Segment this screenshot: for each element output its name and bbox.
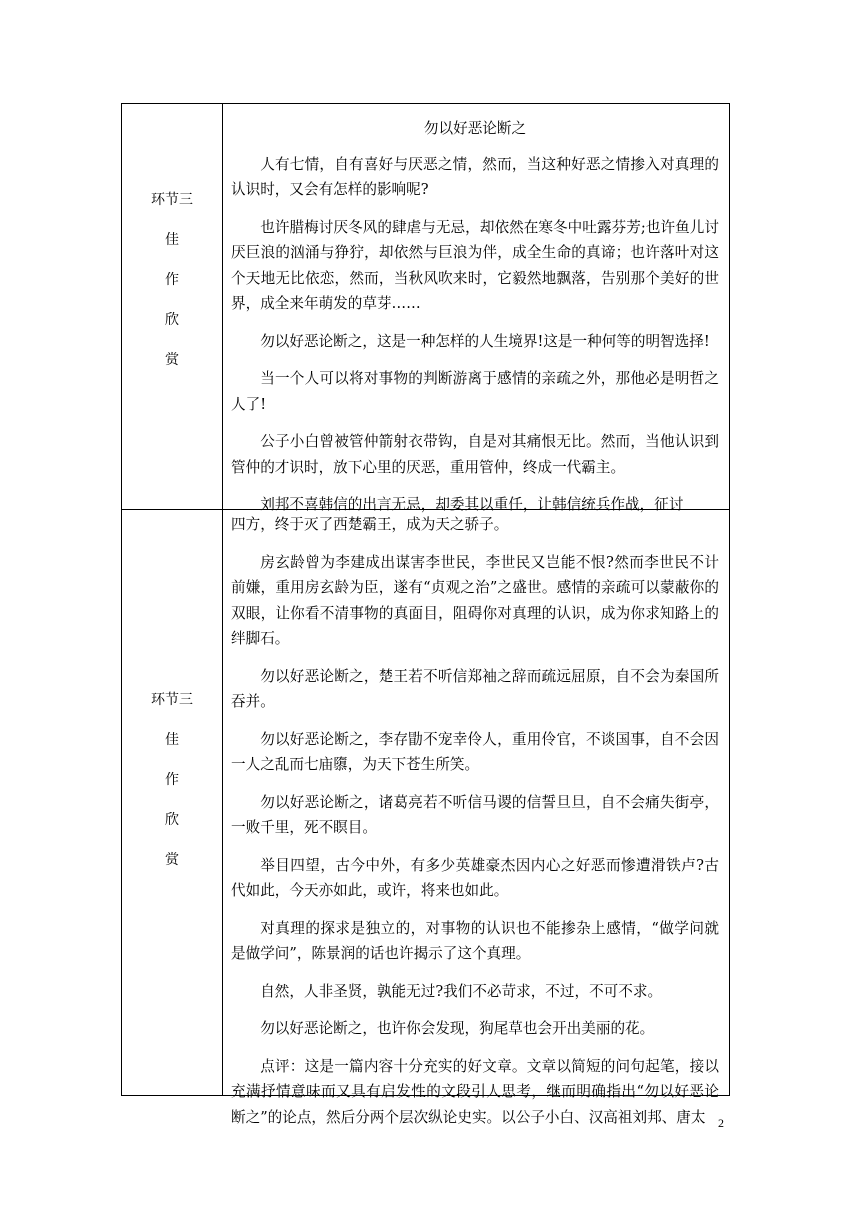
section-label-char: 欣 bbox=[165, 312, 179, 328]
essay-content bbox=[223, 104, 729, 513]
section-label bbox=[122, 190, 222, 390]
section-label-char: 作 bbox=[165, 272, 179, 288]
paragraph: 勿以好恶论断之，李存勖不宠幸伶人，重用伶官，不谈国事，自不会因一人之乱而七庙隳，为天下苍生所笑。 bbox=[231, 730, 719, 773]
paragraph: 当一个人可以将对事物的判断游离于感情的亲疏之外，那他必是明哲之人了! bbox=[231, 370, 719, 413]
page-number: 2 bbox=[718, 1116, 724, 1130]
paragraph: 举目四望，古今中外，有多少英雄豪杰因内心之好恶而惨遭滑铁卢?古代如此，今天亦如此，或许，将来也如此。 bbox=[231, 856, 719, 899]
essay-content bbox=[223, 510, 729, 1126]
section-label-char: 欣 bbox=[165, 812, 179, 828]
section-label-char: 赏 bbox=[165, 352, 179, 368]
paragraph: 房玄龄曾为李建成出谋害李世民，李世民又岂能不恨?然而李世民不计前嫌，重用房玄龄为臣，遂有“贞观之治”之盛世。感情的亲疏可以蒙蔽你的双眼，让你看不清事物的真面目，阻碍你对真理的认识，成为你求知路上的绊脚石。 bbox=[231, 553, 719, 647]
paragraph: 人有七情，自有喜好与厌恶之情，然而，当这种好恶之情掺入对真理的认识时，又会有怎样的影响呢? bbox=[231, 155, 719, 198]
paragraph: 勿以好恶论断之，楚王若不听信郑袖之辞而疏远屈原，自不会为秦国所吞并。 bbox=[231, 667, 719, 710]
paragraph: 自然，人非圣贤，孰能无过?我们不必苛求，不过，不可不求。 bbox=[260, 982, 663, 1000]
section-label-char: 佳 bbox=[165, 232, 179, 248]
section-label-char: 环节三 bbox=[151, 692, 193, 708]
table-row bbox=[121, 509, 730, 1126]
section-label bbox=[122, 690, 222, 890]
section-label-char: 作 bbox=[165, 772, 179, 788]
paragraph: 公子小白曾被管仲箭射衣带钩，自是对其痛恨无比。然而，当他认识到管仲的才识时，放下心里的厌恶，重用管仲，终成一代霸主。 bbox=[231, 433, 719, 476]
paragraph: 勿以好恶论断之，也许你会发现，狗尾草也会开出美丽的花。 bbox=[260, 1020, 655, 1037]
section-label-char: 环节三 bbox=[151, 192, 193, 208]
paragraph: 对真理的探求是独立的，对事物的认识也不能掺杂上感情，“做学问就是做学问”，陈景润的话也许揭示了这个真理。 bbox=[231, 919, 719, 962]
paragraph: 勿以好恶论断之，这是一种怎样的人生境界!这是一种何等的明智选择! bbox=[260, 332, 710, 350]
paragraph: 刘邦不喜韩信的出言无忌，却委其以重任，让韩信统兵作战，征讨 bbox=[260, 496, 684, 513]
paragraph: 勿以好恶论断之，诸葛亮若不听信马谡的信誓旦旦，自不会痛失街亭，一败千里，死不瞑目。 bbox=[231, 793, 719, 836]
paragraph: 也许腊梅讨厌冬风的肆虐与无忌，却依然在寒冬中吐露芬芳;也许鱼儿讨厌巨浪的汹涌与狰狞，却依然与巨浪为伴，成全生命的真谛；也许落叶对这个天地无比依恋，然而，当秋风吹来时，它毅然地飘落，告别那个美好的世界，成全来年萌发的草芽…… bbox=[231, 218, 719, 312]
table-row bbox=[121, 103, 730, 513]
commentary-paragraph: 点评：这是一篇内容十分充实的好文章。文章以简短的问句起笔，接以充满抒情意味而又具有启发性的文段引人思考，继而明确指出“勿以好恶论断之”的论点，然后分两个层次纵论史实。以公子小白、汉高祖刘邦、唐太 bbox=[231, 1057, 719, 1126]
paragraph-continuation: 四方，终于灭了西楚霸王，成为天之骄子。 bbox=[231, 516, 509, 533]
section-label-char: 赏 bbox=[165, 852, 179, 868]
section-label-char: 佳 bbox=[165, 732, 179, 748]
essay-title: 勿以好恶论断之 bbox=[423, 120, 527, 137]
